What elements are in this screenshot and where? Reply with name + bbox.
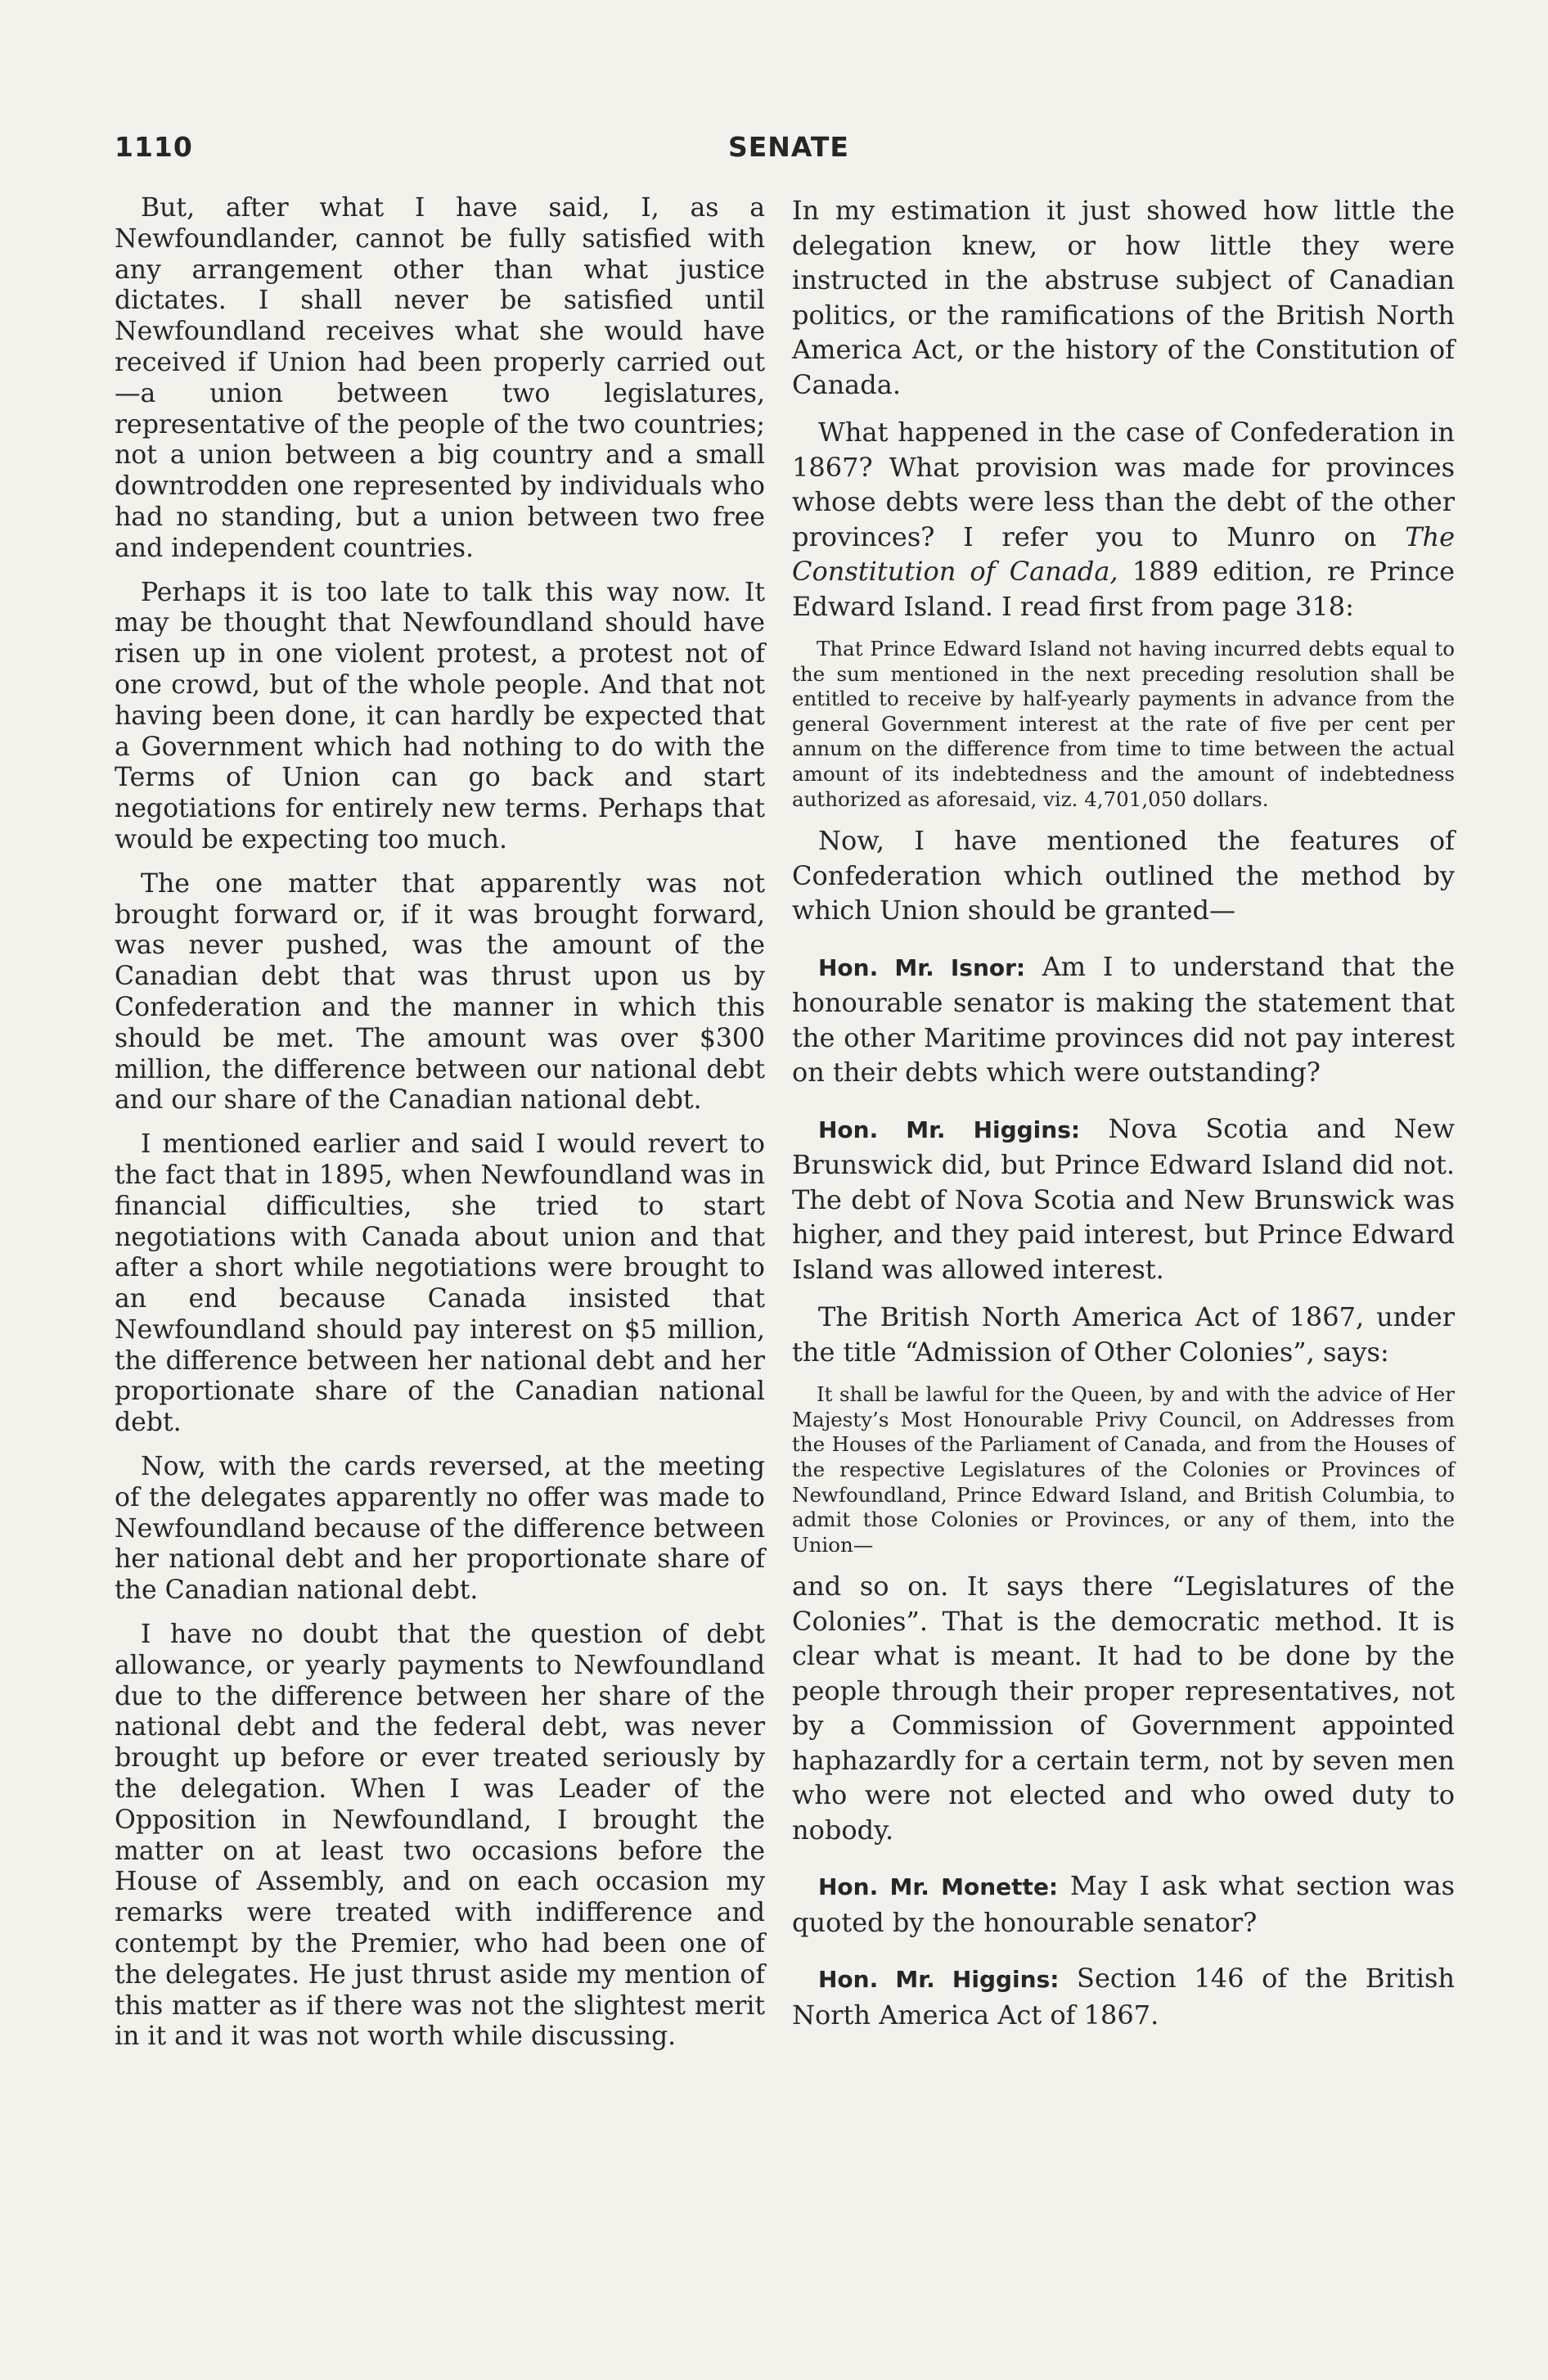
speaker-name: Hon. Mr. Isnor: [818, 953, 1026, 981]
book-title: The Constitution of Canada, [792, 521, 1455, 587]
speaker-name: Hon. Mr. Higgins: [818, 1966, 1060, 1994]
paragraph: Perhaps it is too late to talk this way now. It may be thought that Newfoundland should have risen up in one violent protest, a protest not of one crowd, but of the whole people. And that not having been done, it can hardly be expected that a Government which had nothing to do with the Terms of Union can go back and start negotiations for entirely new terms. Perhaps that would be expecting too much. [115, 577, 765, 854]
paragraph: Now, I have mentioned the features of Confederation which outlined the method by which Union should be granted— [792, 825, 1455, 926]
paragraph [792, 415, 1455, 624]
speech-text: Am I to understand that the honourable senator is making the statement that the other Maritime provinces did not pay interest on their debts which were outstanding? [792, 950, 1456, 1089]
speech-paragraph [792, 1111, 1455, 1287]
paragraph: In my estimation it just showed how little the delegation knew, or how little they were instructed in the abstruse subject of Canadian politics, or the ramifications of the British North America Act, or the history of the Constitution of Canada. [792, 195, 1455, 400]
paragraph: The one matter that apparently was not brought forward or, if it was brought forward, was never pushed, was the amount of the Canadian debt that was thrust upon us by Confederation and the manner in which this should be met. The amount was over $300 million, the difference between our national debt and our share of the Canadian national debt. [115, 868, 765, 1116]
block-quote: That Prince Edward Island not having incurred debts equal to the sum mentioned in the next preceding resolution shall be entitled to receive by half-yearly payments in advance from the general Government interest at the rate of five per cent per annum on the difference from time to time between the actual amount of its indebtedness and the amount of indebtedness authorized as aforesaid, viz. 4,701,050 dollars. [792, 637, 1455, 811]
speech-text: Section 146 of the British North America Act of 1867. [792, 1963, 1455, 2031]
speaker-name: Hon. Mr. Higgins: [818, 1116, 1081, 1143]
text-run: What happened in the case of Confederation in 1867? What provision was made for provinces whose debts were less than the debt of the other provinces? I refer you to Munro on [792, 417, 1455, 552]
block-quote: It shall be lawful for the Queen, by and with the advice of Her Majesty’s Most Honourable Privy Council, on Addresses from the Houses of the Parliament of Canada, and from the Houses of the respective Legislatures of the Colonies or Provinces of Newfoundland, Prince Edward Island, and British Columbia, to admit those Colonies or Provinces, or any of them, into the Union— [792, 1382, 1455, 1557]
page-header [115, 131, 1456, 169]
right-column [792, 193, 1455, 2045]
speaker-name: Hon. Mr. Monette: [818, 1873, 1059, 1901]
paragraph: and so on. It says there “Legislatures of the Colonies”. That is the democratic method. It is clear what is meant. It had to be done by the people through their proper representatives, not by a Commission of Government appointed haphazardly for a certain term, not by seven men who were not elected and who owed duty to nobody. [792, 1571, 1455, 1846]
page-number: 1110 [115, 131, 193, 163]
paragraph: The British North America Act of 1867, under the title “Admission of Other Colonies”, says: [792, 1301, 1455, 1368]
text-run: 1889 edition, re Prince Edward Island. I read first from page 318: [792, 556, 1456, 622]
speech-text: May I ask what section was quoted by the honourable senator? [792, 1870, 1455, 1938]
speech-paragraph [792, 1868, 1455, 1940]
speech-text: Nova Scotia and New Brunswick did, but Prince Edward Island did not. The debt of Nova Scotia and New Brunswick was higher, and they paid interest, but Prince Edward Island was allowed interest. [792, 1112, 1455, 1285]
speech-paragraph [792, 1961, 1455, 2032]
left-column [115, 193, 765, 2066]
speech-paragraph [792, 949, 1455, 1090]
running-head: SENATE [728, 131, 849, 163]
paragraph: I mentioned earlier and said I would revert to the fact that in 1895, when Newfoundland was in financial difficulties, she tried to start negotiations with Canada about union and that after a short while negotiations were brought to an end because Canada insisted that Newfoundland should pay interest on $5 million, the difference between her national debt and her proportionate share of the Canadian national debt. [115, 1129, 765, 1438]
paragraph: Now, with the cards reversed, at the meeting of the delegates apparently no offer was made to Newfoundland because of the difference between her national debt and her proportionate share of the Canadian national debt. [115, 1452, 765, 1606]
paragraph: I have no doubt that the question of debt allowance, or yearly payments to Newfoundland due to the difference between her share of the national debt and the federal debt, was never brought up before or ever treated seriously by the delegation. When I was Leader of the Opposition in Newfoundland, I brought the matter on at least two occasions before the House of Assembly, and on each occasion my remarks were treated with indifference and contempt by the Premier, who had been one of the delegates. He just thrust aside my mention of this matter as if there was not the slightest merit in it and it was not worth while discussing. [115, 1620, 765, 2052]
paragraph: But, after what I have said, I, as a Newfoundlander, cannot be fully satisfied with any arrangement other than what justice dictates. I shall never be satisfied until Newfoundland receives what she would have received if Union had been properly carried out—a union between two legislatures, representative of the people of the two countries; not a union between a big country and a small downtrodden one represented by individuals who had no standing, but a union between two free and independent countries. [115, 193, 765, 563]
